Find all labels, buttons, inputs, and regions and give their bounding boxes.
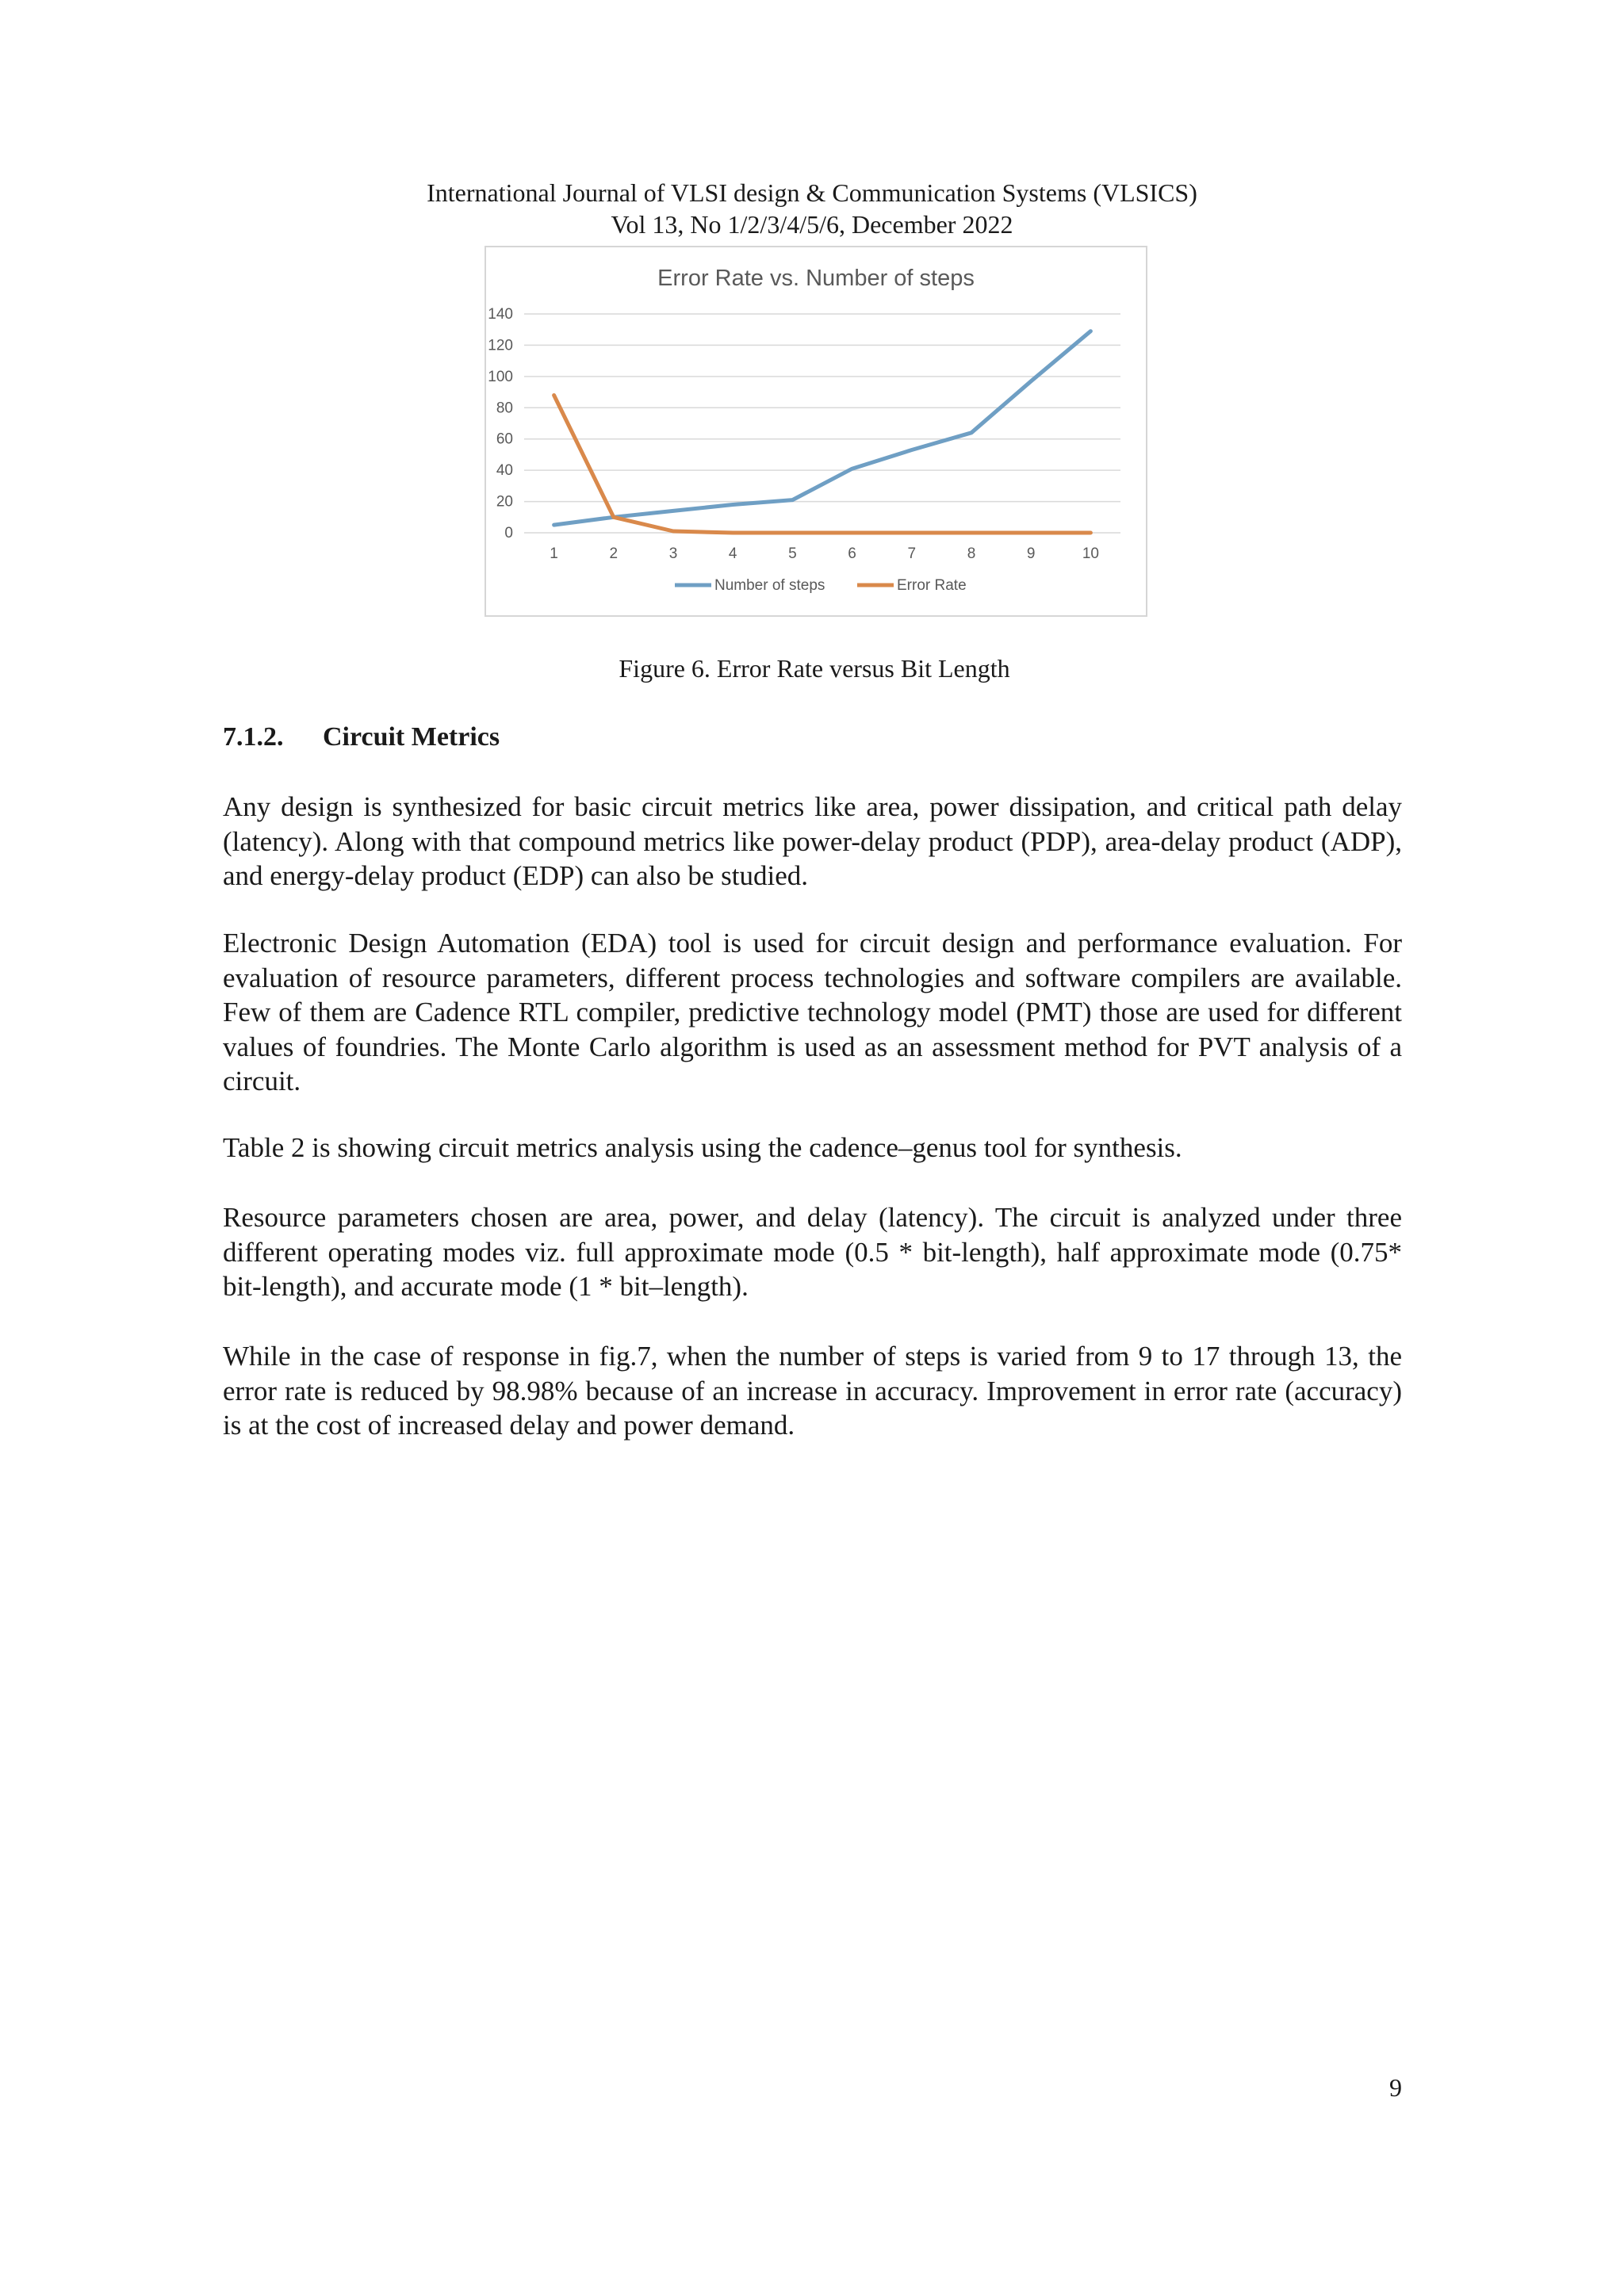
page-number: 9 [1389, 2073, 1402, 2102]
y-tick-label: 100 [488, 368, 513, 385]
y-tick-label: 140 [488, 306, 513, 323]
paragraph-eda-tool: Electronic Design Automation (EDA) tool is used for circuit design and performance evaluation. For evaluation of resource parameters, different process technologies and software compilers are available. Few of them are Cadence RTL compiler, predictive technology model (PMT) those are used for different values of foundries. The Monte Carlo algorithm is used as an assessment method for PVT analysis of a circuit. [223, 928, 1402, 1096]
journal-header-title: International Journal of VLSI design & Communication Systems (VLSICS) [427, 178, 1197, 207]
figure-caption: Figure 6. Error Rate versus Bit Length [619, 654, 1010, 683]
section-title: Circuit Metrics [323, 722, 500, 752]
x-tick-label: 1 [550, 545, 558, 562]
legend-label: Error Rate [897, 577, 967, 594]
chart-gridlines [524, 314, 1120, 533]
y-tick-label: 0 [504, 525, 513, 541]
y-tick-label: 120 [488, 337, 513, 354]
series-line-error-rate [554, 396, 1091, 534]
legend-label: Number of steps [714, 577, 825, 594]
paragraph-resource-parameters: Resource parameters chosen are area, power, and delay (latency). The circuit is analyzed under three different operating modes viz. full approximate mode (0.5 * bit-length), half approximate mode (0.75* bit-length), and accurate mode (1 * bit–length). [223, 1202, 1402, 1302]
paragraph-error-rate-response: While in the case of response in fig.7, when the number of steps is varied from 9 to 17 through 13, the error rate is reduced by 98.98% because of an increase in accuracy. Improvement in error rate (accuracy) is at the cost of increased delay and power demand. [223, 1341, 1402, 1441]
x-tick-label: 3 [668, 545, 678, 562]
chart-series [554, 331, 1091, 534]
y-tick-label: 20 [496, 493, 513, 511]
y-tick-label: 80 [496, 400, 513, 417]
figure-chart-frame [485, 246, 1147, 617]
y-tick-label: 60 [496, 430, 513, 448]
section-number: 7.1.2. [223, 722, 284, 752]
series-line-number-of-steps [554, 331, 1091, 525]
paragraph-circuit-metrics: Any design is synthesized for basic circuit metrics like area, power dissipation, and critical path delay (latency). Along with that compound metrics like power-delay product (PDP), area-delay product (ADP), and energy-delay product (EDP) can also be studied. [223, 791, 1402, 891]
journal-header-volume: Vol 13, No 1/2/3/4/5/6, December 2022 [611, 210, 1013, 239]
x-tick-label: 7 [907, 545, 917, 562]
chart-x-tick-labels [550, 545, 1099, 562]
line-chart [486, 247, 1146, 615]
x-tick-label: 2 [609, 545, 619, 562]
x-tick-label: 6 [848, 545, 856, 562]
x-tick-label: 9 [1026, 545, 1036, 562]
x-tick-label: 4 [728, 545, 737, 562]
y-tick-label: 40 [496, 462, 513, 480]
paragraph-table-reference: Table 2 is showing circuit metrics analysis using the cadence–genus tool for synthesis. [223, 1132, 1182, 1163]
x-tick-label: 10 [1082, 545, 1099, 562]
chart-y-tick-labels [488, 306, 513, 541]
x-tick-label: 5 [788, 545, 797, 562]
chart-legend [675, 577, 967, 594]
chart-title: Error Rate vs. Number of steps [657, 266, 975, 291]
x-tick-label: 8 [967, 545, 976, 562]
section-heading [223, 720, 500, 755]
